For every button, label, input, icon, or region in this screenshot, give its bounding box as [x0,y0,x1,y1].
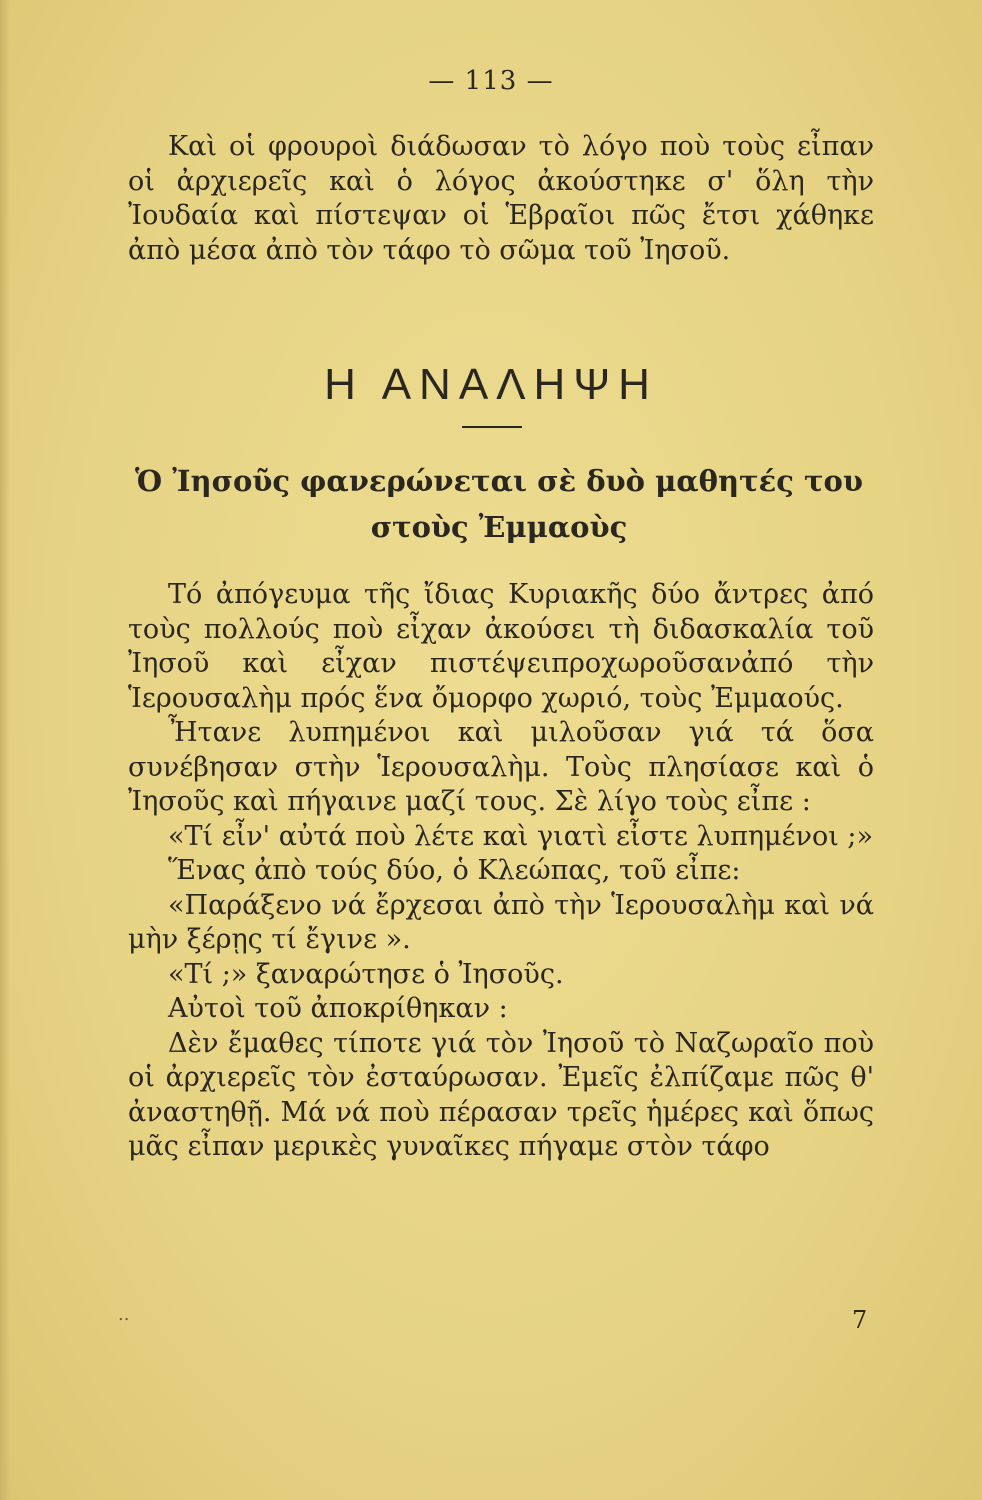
paragraph: Ἦτανε λυπημένοι καὶ μιλοῦσαν γιά τά ὅσα συνέβησαν στὴν Ἱερουσαλὴμ. Τοὺς πλησίασε καὶ ὁ Ἰησοῦς καὶ πήγαινε μαζί τους. Σὲ λίγο τοὺς εἶπε : [128,717,874,817]
paragraph: Αὐτοὶ τοῦ ἀποκρίθηκαν : [168,993,508,1024]
page-number: — 113 — [428,66,554,96]
subtitle-line-2: στοὺς Ἐμμαοὺς [370,510,628,544]
paragraph: «Τί ;» ξαναρώτησε ὁ Ἰησοῦς. [168,958,564,990]
section-title: Η ΑΝΑΛΗΨΗ [324,360,658,409]
page-edge-shadow [0,0,10,1500]
paragraph: Ἕνας ἀπὸ τούς δύο, ὁ Κλεώπας, τοῦ εἶπε: [168,855,741,886]
intro-paragraph-block [128,130,874,268]
subtitle-line-1: Ὁ Ἰησοῦς φανερώνεται σὲ δυὸ μαθητές του [135,464,863,498]
title-divider [462,426,522,428]
paragraph: «Τί εἶν' αὐτά ποὺ λέτε καὶ γιατὶ εἶστε λυπημένοι ;» [168,820,873,852]
signature-mark: 7 [852,1306,868,1334]
footer-dots: .. [118,1304,130,1325]
paragraph: Δὲν ἔμαθες τίποτε γιά τὸν Ἰησοῦ τὸ Ναζωραῖο ποὺ οἱ ἀρχιερεῖς τὸν ἐσταύρωσαν. Ἐμεῖς ἐλπίζαμε πῶς θ' ἀναστηθῇ. Μά νά ποὺ πέρασαν τρεῖς ἡμέρες καὶ ὅπως μᾶς εἶπαν μερικὲς γυναῖκες πήγαμε στὸν τάφο [128,1027,874,1162]
body-text [128,578,874,1165]
paragraph: Τό ἀπόγευμα τῆς ἴδιας Κυριακῆς δύο ἄντρες ἀπό τοὺς πολλούς ποὺ εἶχαν ἀκούσει τὴ διδασκαλία τοῦ Ἰησοῦ καὶ εἶχαν πιστέψειπροχωροῦσανἀπό τὴν Ἱερουσαλὴμ πρός ἕνα ὄμορφο χωριό, τοὺς Ἐμμαούς. [128,579,874,714]
section-subtitle [118,458,880,550]
paragraph: «Παράξενο νά ἔρχεσαι ἀπὸ τὴν Ἱερουσαλὴμ καὶ νά μὴν ξέρῃς τί ἔγινε ». [128,889,874,955]
intro-paragraph: Καὶ οἱ φρουροὶ διάδωσαν τὸ λόγο ποὺ τοὺς εἶπαν οἱ ἀρχιερεῖς καὶ ὁ λόγος ἀκούστηκε σ' ὅλη τὴν Ἰουδαία καὶ πίστεψαν οἱ Ἑβραῖοι πῶς ἔτσι χάθηκε ἀπὸ μέσα ἀπὸ τὸν τάφο τὸ σῶμα τοῦ Ἰησοῦ. [128,131,874,266]
